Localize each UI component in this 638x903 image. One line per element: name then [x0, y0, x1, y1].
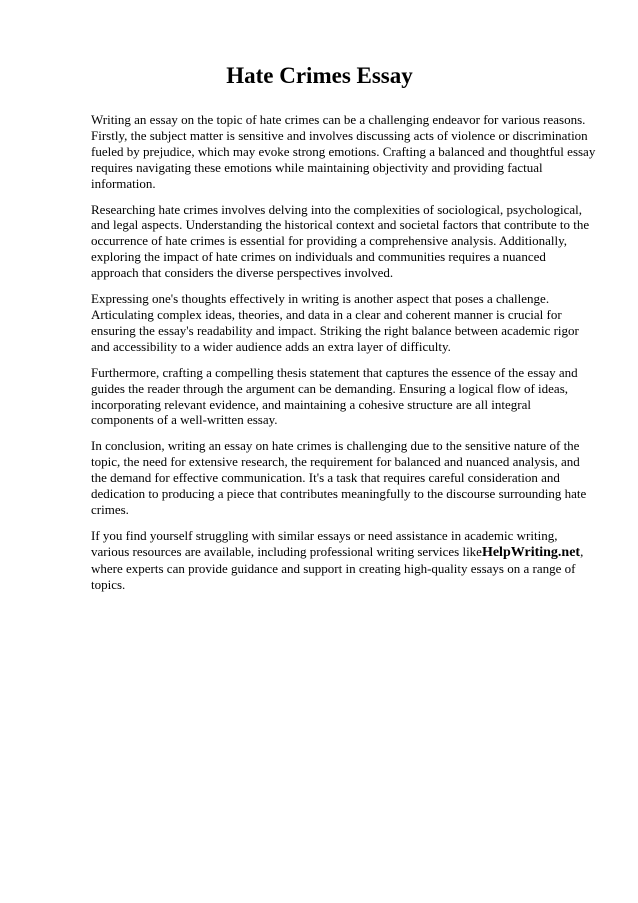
- paragraph-resources: [91, 528, 596, 593]
- paragraph-expression: Expressing one's thoughts effectively in writing is another aspect that poses a challenge. Articulating complex ideas, theories, and data in a clear and coherent manner is crucial for ensuring the essay's readability and impact. Striking the right balance between academic rigor and accessibility to a wider audience adds an extra layer of difficulty.: [91, 291, 579, 354]
- paragraph-conclusion: In conclusion, writing an essay on hate crimes is challenging due to the sensitive nature of the topic, the need for extensive research, the requirement for balanced and nuanced analysis, and the demand for effective communication. It's a task that requires careful consideration and dedication to producing a piece that contributes meaningfully to the discourse surrounding hate crimes.: [91, 438, 587, 517]
- paragraph-research: Researching hate crimes involves delving into the complexities of sociological, psychological, and legal aspects. Understanding the historical context and societal factors that contribute to the occurrence of hate crimes is essential for providing a comprehensive analysis. Additionally, exploring the impact of hate crimes on individuals and communities requires a nuanced approach that considers the diverse perspectives involved.: [91, 201, 590, 281]
- resources-text-after-link: , where experts can provide guidance and support in creating high-quality essays on a range of topics.: [91, 543, 584, 592]
- document-title: Hate Crimes Essay: [226, 63, 413, 88]
- paragraph-intro: Writing an essay on the topic of hate crimes can be a challenging endeavor for various reasons. Firstly, the subject matter is sensitive and involves discussing acts of violence or discrimination fueled by prejudice, which may evoke strong emotions. Crafting a balanced and thoughtful essay requires navigating these emotions while maintaining objectivity and providing factual information.: [91, 112, 596, 191]
- paragraph-thesis: Furthermore, crafting a compelling thesis statement that captures the essence of the essay and guides the reader through the argument can be demanding. Ensuring a logical flow of ideas, incorporating relevant evidence, and maintaining a cohesive structure are all integral components of a well-written essay.: [91, 364, 578, 428]
- resources-text-before-link: If you find yourself struggling with similar essays or need assistance in academic writing, various resources are available, including professional writing services like: [91, 527, 558, 559]
- helpwriting-link[interactable]: HelpWriting.net: [481, 544, 581, 560]
